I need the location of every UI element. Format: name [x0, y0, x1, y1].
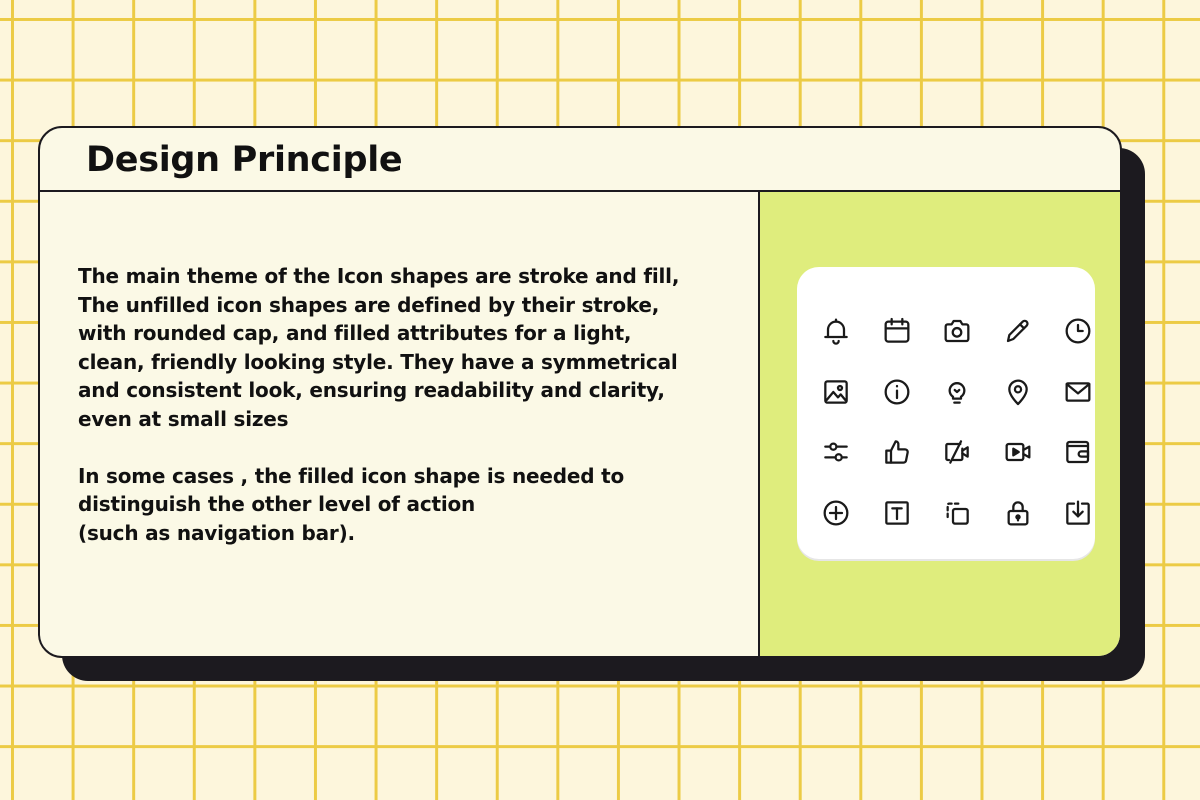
camera-icon [927, 301, 988, 362]
download-icon [1048, 483, 1109, 544]
image-icon [806, 362, 867, 423]
card-title: Design Principle [86, 140, 403, 180]
text-line: The unfilled icon shapes are defined by their stroke, [78, 292, 660, 317]
lightbulb-icon [927, 362, 988, 423]
description-paragraph-2 [78, 462, 758, 548]
card-body [40, 192, 1120, 658]
text-line: The main theme of the Icon shapes are stroke and fill, [78, 264, 680, 288]
text-line: with rounded cap, and filled attributes for a light, [78, 321, 632, 345]
icon-showcase-pane [760, 192, 1120, 658]
copy-icon [927, 483, 988, 544]
description-paragraph-1 [78, 262, 758, 433]
wallet-icon [1048, 422, 1109, 483]
description-text [78, 262, 758, 547]
text-line: distinguish the other level of action [78, 492, 476, 516]
text-line: and consistent look, ensuring readability and clarity, [78, 378, 665, 402]
icon-set-panel [797, 267, 1095, 559]
text-line: clean, friendly looking style. They have a symmetrical [78, 349, 678, 374]
card-header [40, 128, 1120, 192]
text-line: In some cases , the filled icon shape is needed to [78, 463, 625, 488]
info-icon [867, 362, 928, 423]
video-icon [988, 422, 1049, 483]
video-off-icon [927, 422, 988, 483]
map-pin-icon [988, 362, 1049, 423]
lock-icon [988, 483, 1049, 544]
text-icon [867, 483, 928, 544]
text-line: even at small sizes [78, 406, 289, 431]
sliders-icon [806, 422, 867, 483]
thumbs-up-icon [867, 422, 928, 483]
calendar-icon [867, 301, 928, 362]
clock-icon [1048, 301, 1109, 362]
bell-icon [806, 301, 867, 362]
icon-grid [806, 301, 1109, 543]
design-principle-card [38, 126, 1122, 658]
description-pane [40, 192, 760, 658]
text-line: (such as navigation bar). [78, 520, 355, 545]
mail-icon [1048, 362, 1109, 423]
pencil-icon [988, 301, 1049, 362]
plus-circle-icon [806, 483, 867, 544]
